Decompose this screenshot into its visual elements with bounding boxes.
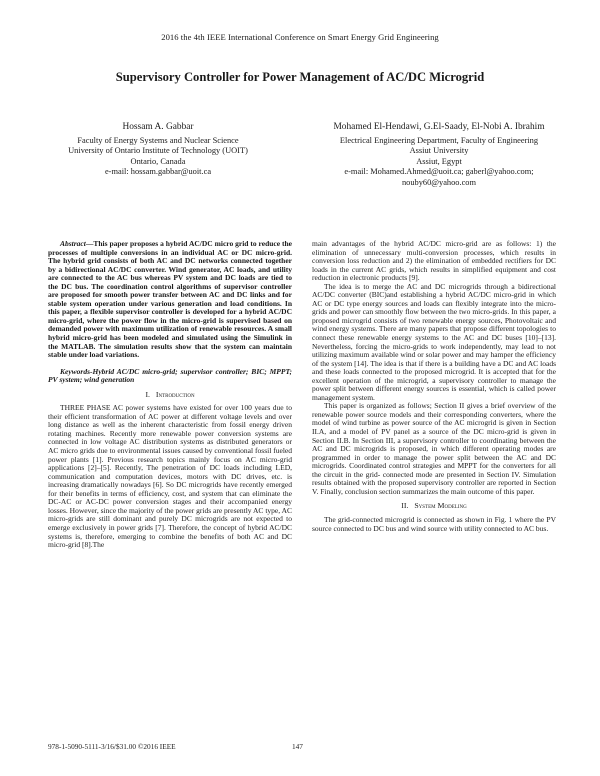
footer-isbn: 978-1-5090-5111-3/16/$31.00 ©2016 IEEE [48,742,176,751]
author2-name: Mohamed El-Hendawi, G.El-Saady, El-Nobi A. Ibrahim [333,122,545,132]
section-heading-system-modeling [312,502,556,511]
author2-affiliation-line: Assiut, Egypt [416,156,462,166]
author1-affiliation-line: Faculty of Energy Systems and Nuclear Science [77,135,239,145]
author2-email: e-mail: Mohamed.Ahmed@uoit.ca; gaberl@yahoo.com; nouby60@yahoo.com [344,167,534,187]
page-number: 147 [292,742,303,751]
author2-affiliation-line: Assiut University [409,146,469,156]
abstract [48,240,292,360]
introduction-paragraph: THREE PHASE AC power systems have existed for over 100 years due to their efficient transformation of AC power at different voltage levels and over long distance as well as the inherent characteristic from fossil energy driven rotating machines. Recently more renewable power conversion systems are connected in low voltage AC distribution systems as distributed generators or AC micro grids due to environmental issues caused by conventional fossil fueled power plants [1]. Previous research topics mainly focus on AC micro-grid applications [2]–[5]. Recently, The penetration of DC loads including LED, communication and computation devices, motors with DC drives, etc. is increasing dramatically nowadays [6]. So DC microgrids have recently emerged for their benefits in terms of efficiency, cost, and system that can eliminate the DC-AC or AC-DC power conversion stages and their accompanied energy losses. However, since the majority of the power grids are presently AC type, AC micro-grids are still dominant and purely DC microgrids are not expected to emerge exclusively in power grids [7]. Therefore, the concept of hybrid AC/DC systems is, therefore, emerging to combine the benefits of both AC and DC micro-grid [8].The [48,403,292,550]
conference-header: 2016 the 4th IEEE International Conference on Smart Energy Grid Engineering [161,32,439,42]
author1-name: Hossam A. Gabbar [122,122,194,132]
author-block-2 [318,122,560,189]
author2-affiliation-line: Electrical Engineering Department, Faculty of Engineering [339,135,539,145]
right-column [312,240,556,533]
section-title: Introduction [155,389,195,399]
body-paragraph: main advantages of the hybrid AC/DC micro-grid are as follows: 1) the elimination of unnecessary multi-conversion processes, which results in conversion loss reduction and 2) the elimination of embedded rectifiers for DC loads in the current AC grids, which results in simplified equipment and cost reduction in electronic products [9]. [312,239,556,283]
author1-affiliation-line: Ontario, Canada [130,156,186,166]
section-heading-introduction [48,391,292,400]
section-title: System Modeling [414,501,467,511]
body-paragraph: This paper is organized as follows; Section II gives a brief overview of the renewable power source models and their corresponding converters, where the model of wind turbine as power source of the AC microgrid is given in Section II.A, and a model of PV panel as a source of the DC micro-grid is given in Section II.B. In Section III, a supervisory controller to coordinating between the AC and DC microgrids is proposed, in which different operating modes are programmed in order to manage the power split between the AC and DC microgrids. Coordinated control strategies and MPPT for the converters for all the circuit in the grid- connected mode are presented in Section IV. Simulation results obtained with the proposed supervisory controller are reported in Section V. Finally, conclusion section summarizes the main outcome of this paper. [312,401,556,496]
author1-email: e-mail: hossam.gabbar@uoit.ca [104,167,212,177]
author-block-1 [48,122,268,178]
left-column [48,240,292,550]
abstract-label: Abstract [60,239,86,248]
body-paragraph: The grid-connected microgrid is connected as shown in Fig. 1 where the PV source connected to DC bus and wind source with utility connected to AC bus. [312,514,556,533]
section-number: I. [145,389,150,399]
keywords: Keywords-Hybrid AC/DC micro-grid; supervisor controller; BIC; MPPT; PV system; wind generation [48,366,292,385]
paper-title: Supervisory Controller for Power Management of AC/DC Microgrid [115,70,485,84]
body-paragraph: The idea is to merge the AC and DC microgrids through a bidirectional AC/DC converter (BIC)and establishing a hybrid AC/DC micro-grid in which AC or DC type energy sources and loads can flexibly integrate into the micro-grids and power can smoothly flow between the two micro-grids. In this paper, a proposed microgrid consists of two renewable energy sources, Photovoltaic and wind energy systems. There are many papers that propose different topologies to connect these renewable energy systems to the AC and DC buses [10]–[13]. Nevertheless, forcing the micro-grids to work independently, may lead to not utilizing maximum available wind or solar power and may hamper the efficiency of the system [14]. The idea is that if there is a building have a DC and AC loads and these loads connected to the proposed microgrid. It is accepted that for the excellent operation of the microgrid, a supervisory controller to manage the power split between different energy sources is essential, which is called power management system. [312,281,556,402]
author1-affiliation-line: University of Ontario Institute of Technology (UOIT) [68,146,248,156]
abstract-text: —This paper proposes a hybrid AC/DC micro grid to reduce the processes of multiple conversions in an individual AC or DC micro-grid. The hybrid grid consists of both AC and DC networks connected together by a bidirectional AC/DC converter. Wind generator, AC loads, and utility are connected to the AC bus whereas PV system and DC loads are tied to the DC bus. The coordination control algorithms of supervisor controller are proposed for smooth power transfer between AC and DC links and for stable system operation under various generation and load conditions. In this paper, a flexible supervisor controller is developed for a hybrid AC/DC micro-grid, where the power flow in the micro-grid is supervised based on demanded power with maximum utilization of renewable resources. A small hybrid micro-grid has been modeled and simulated using the Simulink in the MATLAB. The simulation results show that the system can maintain stable under load variations. [48,239,292,360]
section-number: II. [401,501,409,511]
